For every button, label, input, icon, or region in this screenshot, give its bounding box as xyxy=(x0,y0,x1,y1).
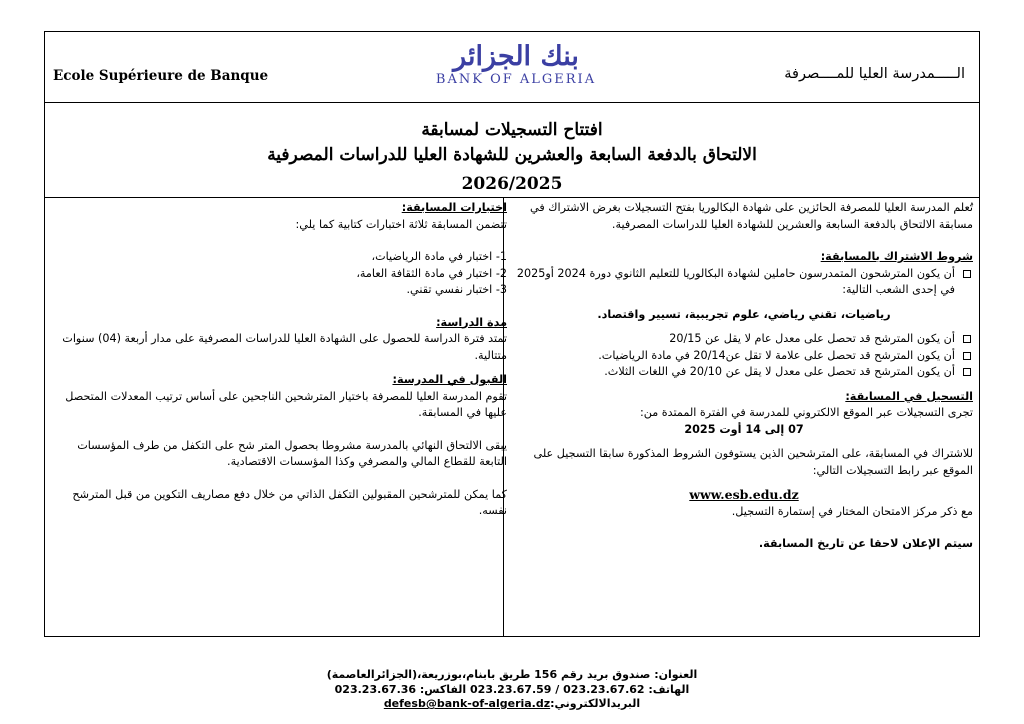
exam-item-3: 3- اختبار نفسي تقني. xyxy=(406,283,507,296)
bullet-square-icon xyxy=(963,368,971,376)
left-column xyxy=(51,200,507,520)
document-frame xyxy=(44,31,980,637)
exam-item-2: 2- اختبار في مادة الثقافة العامة، xyxy=(356,266,507,280)
bank-logo xyxy=(421,42,611,88)
self-funding-text: كما يمكن للمترشحين المقبولين التكفل الذاتي من خلال دفع مصاريف التكوين من قبل المترشح نفسه. xyxy=(72,487,507,517)
condition-languages: أن يكون المترشح قد تحصل على معدل لا يقل عن 20/10 في اللغات الثلاث. xyxy=(515,364,973,381)
exam-center-note: مع ذكر مركز الامتحان المختار في إستمارة التسجيل. xyxy=(731,504,973,518)
exams-intro: تتضمن المسابقة ثلاثة اختبارات كتابية كما يلي: xyxy=(295,217,507,231)
school-name-ar: الـــــمدرسة العليا للمــــصرفة xyxy=(784,66,965,82)
footer-email-line xyxy=(0,697,1024,712)
title-divider xyxy=(45,197,979,198)
bullet-square-icon xyxy=(963,352,971,360)
announcement-text: سيتم الإعلان لاحقا عن تاريخ المسابقة. xyxy=(758,537,973,550)
title-line-1: افتتاح التسجيلات لمسابقة xyxy=(421,120,603,140)
condition-math: أن يكون المترشح قد تحصل على علامة لا تقل عن20/14 في مادة الرياضيات. xyxy=(515,348,973,365)
admission-heading: القبول في المدرسة: xyxy=(392,373,507,386)
footer-email-label: البريدالالكتروني: xyxy=(550,697,641,710)
condition-average: أن يكون المترشح قد تحصل على معدل عام لا يقل عن 20/15 xyxy=(515,331,973,348)
streams-list: رياضيات، تقني رياضي، علوم تجريبية، تسيير واقتصاد. xyxy=(597,307,891,321)
right-column xyxy=(515,200,973,553)
title-line-2: الالتحاق بالدفعة السابعة والعشرين للشهادة العليا للدراسات المصرفية xyxy=(267,145,757,165)
registration-heading: التسجيل في المسابقة: xyxy=(845,389,973,403)
bullet-square-icon xyxy=(963,270,971,278)
intro-text: تُعلم المدرسة العليا للمصرفة الحائزين على شهادة البكالوريا بفتح التسجيلات بغرض الاشتراك في مسابقة الالتحاق بالدفعة السابعة والعشرين للشهادة العليا للدراسات المصرفية. xyxy=(530,201,973,231)
footer-email-link[interactable]: defesb@bank-of-algeria.dz xyxy=(383,697,551,710)
bullet-square-icon xyxy=(963,335,971,343)
school-name-fr: Ecole Supérieure de Banque xyxy=(53,68,269,84)
title-year: 2026/2025 xyxy=(461,174,563,194)
exam-item-1: 1- اختبار في مادة الرياضيات، xyxy=(371,250,507,263)
logo-english: BANK OF ALGERIA xyxy=(435,72,597,87)
duration-text: تمتد فترة الدراسة للحصول على الشهادة العليا للدراسات المصرفية على مدار أربعة (04) سنوات متتالية. xyxy=(62,332,507,362)
logo-arabic: بنك الجزائر xyxy=(453,41,579,72)
condition-bac: أن يكون المترشحون المتمدرسون حاملين لشهادة البكالوريا للتعليم الثانوي دورة 2024 أو2025 في إحدى الشعب التالية: xyxy=(515,266,973,299)
duration-heading: مدة الدراسة: xyxy=(436,315,507,329)
exams-heading: اختبارات المسابقة: xyxy=(401,201,507,214)
footer-address: العنوان: صندوق بريد رقم 156 طريق بابنام،بوزريعة،(الجزائرالعاصمة) xyxy=(326,668,698,681)
contact-footer xyxy=(0,668,1024,712)
header-divider xyxy=(45,102,979,103)
conditions-heading: شروط الاشتراك بالمسابقة: xyxy=(820,250,973,263)
registration-dates: 07 إلى 14 أوت 2025 xyxy=(684,422,804,436)
registration-link[interactable]: www.esb.edu.dz xyxy=(689,487,799,502)
sponsorship-text: يبقى الالتحاق النهائي بالمدرسة مشروطا بحصول المتر شح على التكفل من طرف المؤسسات التابعة للقطاع المالي والمصرفي وكذا المؤسسات الاقتصادية. xyxy=(77,438,507,468)
apply-text: للاشتراك في المسابقة، على المترشحين الذين يستوفون الشروط المذكورة سابقا التسجيل على الموقع عبر رابط التسجيلات التالي: xyxy=(533,447,973,477)
footer-phone: الهاتف: 023.23.67.62 / 023.23.67.59 الفاكس: 023.23.67.36 xyxy=(334,682,690,696)
registration-text: تجرى التسجيلات عبر الموقع الالكتروني للمدرسة في الفترة الممتدة من: xyxy=(639,406,973,419)
admission-text: تقوم المدرسة العليا للمصرفة باختيار المترشحين الناجحين على أساس ترتيب المعدلات المتحصل عليها في المسابقة. xyxy=(65,389,507,419)
